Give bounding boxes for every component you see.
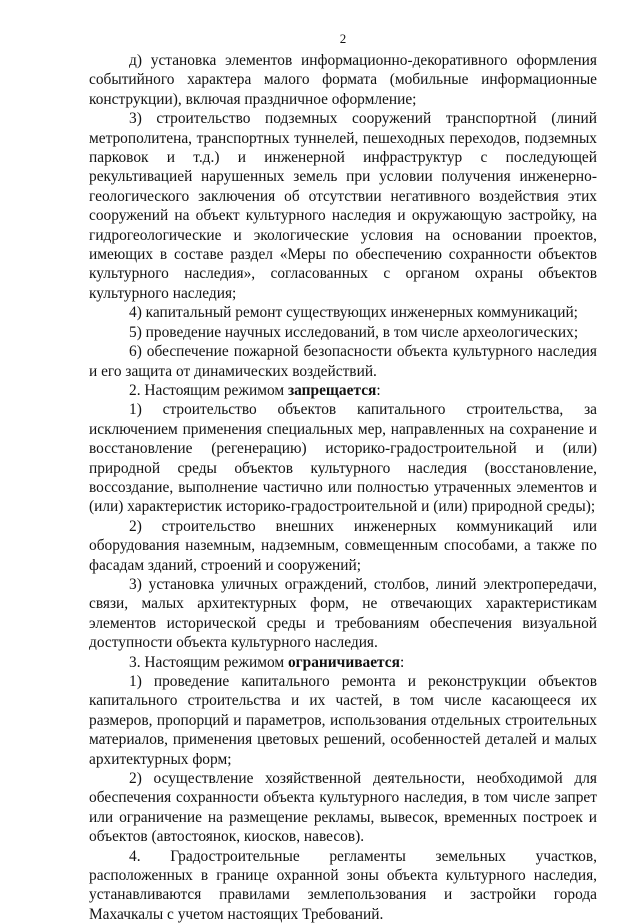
section-3-item-1: 1) проведение капитального ремонта и реконструкции объектов капитального строительства и их частей, в том числе касающееся их размеров, пропорций и параметров, использования отдельных строительных материалов, применения цветовых решений, особенностей деталей и малых архитектурных форм; <box>89 673 597 768</box>
section-2-lead: 2. Настоящим режимом <box>129 381 288 399</box>
section-3-tail: : <box>399 653 405 671</box>
section-2-tail: : <box>376 381 381 399</box>
section-4-paragraph: 4. Градостроительные регламенты земельных участков, расположенных в границе охранной зоны объекта культурного наследия, устанавливаются правилами землепользования и застройки города Махачкалы с учетом настоящих Требований. <box>89 847 597 923</box>
section-2-item-2: 2) строительство внешних инженерных коммуникаций или оборудования наземным, надземным, совмещенным способами, а также по фасадам зданий, строений и сооружений; <box>89 517 597 574</box>
section-3-item-2: 2) осуществление хозяйственной деятельности, необходимой для обеспечения сохранности объекта культурного наследия, в том числе запрет или ограничение на размещение рекламы, вывесок, временных построек и объектов (автостоянок, киосков, навесов). <box>89 770 597 846</box>
section-2-emphasis: запрещается <box>287 381 377 399</box>
section-3-heading <box>89 653 597 672</box>
document-body <box>89 51 597 924</box>
paragraph-item-5: 5) проведение научных исследований, в том числе археологических; <box>129 323 579 341</box>
paragraph-item-3: 3) строительство подземных сооружений транспортной (линий метрополитена, транспортных туннелей, пешеходных переходов, подземных парковок и т.д.) и инженерной инфраструктур с последующей рекультивацией нарушенных земель при условии получения инженерно-геологического заключения об отсутствии негативного воздействия этих сооружений на объект культурного наследия и окружающую застройку, на гидрогеологические и экологические условия на основании проектов, имеющих в составе раздел «Меры по обеспечению сохранности объектов культурного наследия», согласованных с органом охраны объектов культурного наследия; <box>89 110 597 302</box>
page-number: 2 <box>339 31 347 46</box>
section-2-item-1: 1) строительство объектов капитального строительства, за исключением применения специальных мер, направленных на сохранение и восстановление (регенерацию) историко-градостроительной и (или) природной среды объектов культурного наследия (восстановление, воссоздание, выполнение частично или полностью утраченных элементов и (или) характеристик историко-градостроительной и (или) природной среды); <box>89 401 597 516</box>
section-3-emphasis: ограничивается <box>287 653 400 671</box>
paragraph-item-6: 6) обеспечение пожарной безопасности объекта культурного наследия и его защита от динамических воздействий. <box>89 343 597 380</box>
paragraph-item-4: 4) капитальный ремонт существующих инженерных коммуникаций; <box>129 304 578 322</box>
section-2-heading <box>89 381 597 400</box>
section-2-item-3: 3) установка уличных ограждений, столбов, линий электропередачи, связи, малых архитектурных форм, не отвечающих характеристикам элементов исторической среды и требованиям обеспечения визуальной доступности объекта культурного наследия. <box>89 575 597 652</box>
paragraph-item-d: д) установка элементов информационно-декоративного оформления событийного характера малого формата (мобильные информационные конструкции), включая праздничное оформление; <box>89 52 597 108</box>
section-3-lead: 3. Настоящим режимом <box>129 653 288 671</box>
